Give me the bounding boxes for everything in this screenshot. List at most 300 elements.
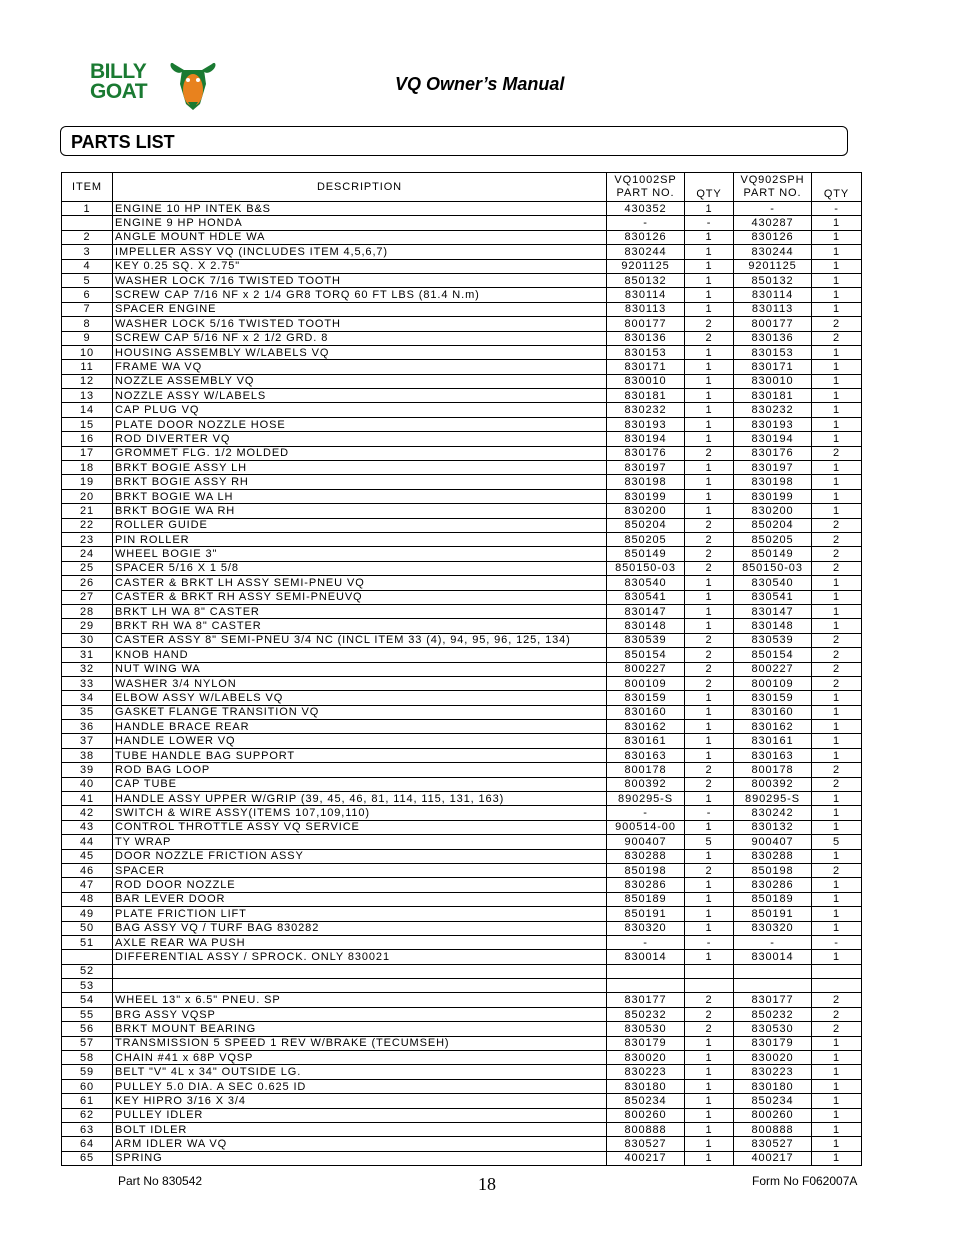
cell-model-b-qty: 1 bbox=[812, 576, 862, 590]
cell-item: 30 bbox=[62, 633, 113, 647]
cell-model-a-qty: 1 bbox=[685, 1108, 734, 1122]
cell-model-a-part: 800227 bbox=[607, 662, 685, 676]
cell-model-a-qty: 1 bbox=[685, 748, 734, 762]
cell-model-b-qty: 1 bbox=[812, 849, 862, 863]
cell-model-a-qty: 1 bbox=[685, 259, 734, 273]
cell-model-a-qty: 1 bbox=[685, 619, 734, 633]
cell-model-b-part: 830223 bbox=[734, 1065, 812, 1079]
cell-description: BRKT BOGIE ASSY RH bbox=[113, 475, 607, 489]
cell-model-a-qty: 2 bbox=[685, 331, 734, 345]
cell-model-b-qty: 1 bbox=[812, 1108, 862, 1122]
table-row bbox=[62, 863, 862, 877]
table-row bbox=[62, 633, 862, 647]
cell-model-b-part: 830163 bbox=[734, 748, 812, 762]
cell-model-b-qty: 1 bbox=[812, 403, 862, 417]
cell-model-b-qty: 1 bbox=[812, 504, 862, 518]
cell-model-a-qty: 1 bbox=[685, 432, 734, 446]
cell-item: 46 bbox=[62, 863, 113, 877]
cell-model-a-part: 830171 bbox=[607, 360, 685, 374]
cell-model-a-part: 830161 bbox=[607, 734, 685, 748]
cell-model-b-qty: 2 bbox=[812, 1022, 862, 1036]
cell-model-a-part bbox=[607, 979, 685, 993]
cell-model-b-qty: 1 bbox=[812, 374, 862, 388]
cell-description: AXLE REAR WA PUSH bbox=[113, 935, 607, 949]
cell-model-a-qty: 1 bbox=[685, 878, 734, 892]
cell-model-a-qty: 5 bbox=[685, 835, 734, 849]
goat-head-icon bbox=[168, 58, 218, 112]
cell-model-a-part: 830197 bbox=[607, 461, 685, 475]
table-row bbox=[62, 1137, 862, 1151]
cell-model-a-part: 830530 bbox=[607, 1022, 685, 1036]
cell-model-b-qty: 1 bbox=[812, 892, 862, 906]
cell-model-b-part: 850204 bbox=[734, 518, 812, 532]
table-row bbox=[62, 1036, 862, 1050]
cell-model-a-qty: 2 bbox=[685, 317, 734, 331]
cell-model-b-part: 830242 bbox=[734, 806, 812, 820]
table-row bbox=[62, 216, 862, 230]
cell-item: 54 bbox=[62, 993, 113, 1007]
cell-model-b-qty: 1 bbox=[812, 302, 862, 316]
cell-model-b-part: 850132 bbox=[734, 273, 812, 287]
cell-model-a-qty bbox=[685, 979, 734, 993]
cell-item: 64 bbox=[62, 1137, 113, 1151]
cell-model-b-part: 830200 bbox=[734, 504, 812, 518]
cell-model-a-qty: 1 bbox=[685, 691, 734, 705]
cell-item: 38 bbox=[62, 748, 113, 762]
cell-model-a-part: 850198 bbox=[607, 863, 685, 877]
cell-model-a-part: 9201125 bbox=[607, 259, 685, 273]
cell-model-a-part: 400217 bbox=[607, 1151, 685, 1165]
cell-item: 57 bbox=[62, 1036, 113, 1050]
cell-model-a-qty: 2 bbox=[685, 446, 734, 460]
table-row bbox=[62, 1151, 862, 1165]
cell-model-a-part: 830163 bbox=[607, 748, 685, 762]
cell-description: BRKT RH WA 8" CASTER bbox=[113, 619, 607, 633]
cell-model-b-part: 830161 bbox=[734, 734, 812, 748]
cell-model-a-qty: 1 bbox=[685, 1094, 734, 1108]
cell-model-b-part: 850189 bbox=[734, 892, 812, 906]
cell-item: 12 bbox=[62, 374, 113, 388]
cell-item: 47 bbox=[62, 878, 113, 892]
cell-model-a-part bbox=[607, 964, 685, 978]
table-row bbox=[62, 317, 862, 331]
table-row bbox=[62, 763, 862, 777]
cell-description: TRANSMISSION 5 SPEED 1 REV W/BRAKE (TECUMSEH) bbox=[113, 1036, 607, 1050]
cell-model-a-qty: 1 bbox=[685, 489, 734, 503]
cell-item: 23 bbox=[62, 532, 113, 546]
cell-model-b-qty: 1 bbox=[812, 245, 862, 259]
cell-description: WHEEL 13" x 6.5" PNEU. SP bbox=[113, 993, 607, 1007]
cell-model-b-qty: 1 bbox=[812, 273, 862, 287]
cell-item: 11 bbox=[62, 360, 113, 374]
cell-item: 17 bbox=[62, 446, 113, 460]
table-row bbox=[62, 662, 862, 676]
cell-model-a-part: 830147 bbox=[607, 604, 685, 618]
cell-model-a-part: 850204 bbox=[607, 518, 685, 532]
cell-item: 55 bbox=[62, 1007, 113, 1021]
cell-model-b-qty: 1 bbox=[812, 720, 862, 734]
cell-model-b-qty: 1 bbox=[812, 475, 862, 489]
cell-item: 22 bbox=[62, 518, 113, 532]
cell-description: HANDLE ASSY UPPER W/GRIP (39, 45, 46, 81, 114, 115, 131, 163) bbox=[113, 792, 607, 806]
cell-model-b-part: 800888 bbox=[734, 1123, 812, 1137]
table-row bbox=[62, 532, 862, 546]
table-row bbox=[62, 691, 862, 705]
cell-description: ROD DOOR NOZZLE bbox=[113, 878, 607, 892]
cell-model-b-part: 800227 bbox=[734, 662, 812, 676]
table-row bbox=[62, 993, 862, 1007]
cell-description: KNOB HAND bbox=[113, 648, 607, 662]
cell-description: KEY 0.25 SQ. X 2.75" bbox=[113, 259, 607, 273]
table-row bbox=[62, 273, 862, 287]
cell-model-b-qty: 2 bbox=[812, 777, 862, 791]
table-row bbox=[62, 835, 862, 849]
table-row bbox=[62, 403, 862, 417]
cell-model-a-part: 830223 bbox=[607, 1065, 685, 1079]
cell-description: WHEEL BOGIE 3" bbox=[113, 547, 607, 561]
cell-description: CAP TUBE bbox=[113, 777, 607, 791]
cell-model-a-part: 830232 bbox=[607, 403, 685, 417]
cell-model-a-part: 830540 bbox=[607, 576, 685, 590]
cell-model-b-part: 830147 bbox=[734, 604, 812, 618]
cell-model-b-qty: 2 bbox=[812, 1007, 862, 1021]
table-row bbox=[62, 475, 862, 489]
cell-item: 7 bbox=[62, 302, 113, 316]
cell-item: 20 bbox=[62, 489, 113, 503]
cell-description: CASTER & BRKT LH ASSY SEMI-PNEU VQ bbox=[113, 576, 607, 590]
cell-description: BRKT BOGIE ASSY LH bbox=[113, 461, 607, 475]
cell-model-b-part: 830177 bbox=[734, 993, 812, 1007]
cell-model-b-part: 830159 bbox=[734, 691, 812, 705]
cell-model-b-qty: 1 bbox=[812, 259, 862, 273]
cell-model-a-qty: 2 bbox=[685, 676, 734, 690]
table-row bbox=[62, 720, 862, 734]
cell-model-a-part: 830160 bbox=[607, 705, 685, 719]
cell-model-b-part: 850234 bbox=[734, 1094, 812, 1108]
cell-model-a-part: 830020 bbox=[607, 1051, 685, 1065]
cell-item: 61 bbox=[62, 1094, 113, 1108]
cell-description: BRKT BOGIE WA RH bbox=[113, 504, 607, 518]
cell-model-b-qty: 1 bbox=[812, 820, 862, 834]
table-row bbox=[62, 907, 862, 921]
table-row bbox=[62, 489, 862, 503]
cell-model-b-qty: 2 bbox=[812, 518, 862, 532]
cell-description: BELT "V" 4L x 34" OUTSIDE LG. bbox=[113, 1065, 607, 1079]
cell-item: 39 bbox=[62, 763, 113, 777]
footer-part-no: Part No 830542 bbox=[118, 1174, 203, 1188]
cell-model-a-qty: 2 bbox=[685, 662, 734, 676]
cell-model-b-qty: 2 bbox=[812, 532, 862, 546]
cell-model-b-part: 850191 bbox=[734, 907, 812, 921]
cell-item bbox=[62, 950, 113, 964]
cell-item: 9 bbox=[62, 331, 113, 345]
cell-model-b-qty: 2 bbox=[812, 561, 862, 575]
section-header bbox=[60, 126, 848, 156]
cell-model-b-part: 830232 bbox=[734, 403, 812, 417]
cell-model-b-qty: 1 bbox=[812, 734, 862, 748]
cell-description: BRG ASSY VQSP bbox=[113, 1007, 607, 1021]
cell-description: ENGINE 9 HP HONDA bbox=[113, 216, 607, 230]
cell-model-b-part: 850149 bbox=[734, 547, 812, 561]
cell-model-a-qty: 1 bbox=[685, 230, 734, 244]
cell-model-a-qty: 1 bbox=[685, 734, 734, 748]
cell-item: 58 bbox=[62, 1051, 113, 1065]
table-row bbox=[62, 1094, 862, 1108]
cell-model-b-part: 830530 bbox=[734, 1022, 812, 1036]
cell-model-b-qty: 1 bbox=[812, 705, 862, 719]
cell-model-a-part: 830180 bbox=[607, 1079, 685, 1093]
cell-model-a-qty: 1 bbox=[685, 417, 734, 431]
cell-model-b-part: 850154 bbox=[734, 648, 812, 662]
cell-model-a-qty: 2 bbox=[685, 561, 734, 575]
cell-model-b-part: 800260 bbox=[734, 1108, 812, 1122]
cell-model-a-part: 830286 bbox=[607, 878, 685, 892]
cell-description: PLATE FRICTION LIFT bbox=[113, 907, 607, 921]
cell-model-a-qty: 1 bbox=[685, 461, 734, 475]
table-row bbox=[62, 202, 862, 216]
cell-model-b-part: 830539 bbox=[734, 633, 812, 647]
cell-model-a-part: 830199 bbox=[607, 489, 685, 503]
table-row bbox=[62, 921, 862, 935]
cell-model-a-part: 830193 bbox=[607, 417, 685, 431]
cell-model-a-qty: 1 bbox=[685, 590, 734, 604]
cell-description: PULLEY 5.0 DIA. A SEC 0.625 ID bbox=[113, 1079, 607, 1093]
cell-model-b-qty: 1 bbox=[812, 1151, 862, 1165]
cell-item: 34 bbox=[62, 691, 113, 705]
cell-item: 4 bbox=[62, 259, 113, 273]
cell-model-a-part: - bbox=[607, 216, 685, 230]
cell-description: CAP PLUG VQ bbox=[113, 403, 607, 417]
header-model-b-part bbox=[734, 173, 812, 202]
cell-description: ELBOW ASSY W/LABELS VQ bbox=[113, 691, 607, 705]
table-row bbox=[62, 792, 862, 806]
cell-model-b-part: 830180 bbox=[734, 1079, 812, 1093]
cell-model-b-part: 830176 bbox=[734, 446, 812, 460]
cell-description: KEY HIPRO 3/16 X 3/4 bbox=[113, 1094, 607, 1108]
cell-model-b-qty: 1 bbox=[812, 792, 862, 806]
cell-model-a-part: 830162 bbox=[607, 720, 685, 734]
cell-item: 6 bbox=[62, 288, 113, 302]
table-row bbox=[62, 360, 862, 374]
table-row bbox=[62, 1079, 862, 1093]
cell-item: 43 bbox=[62, 820, 113, 834]
cell-model-b-part: 830244 bbox=[734, 245, 812, 259]
cell-model-a-part: 830541 bbox=[607, 590, 685, 604]
cell-model-a-part: 850234 bbox=[607, 1094, 685, 1108]
cell-model-b-qty: 2 bbox=[812, 662, 862, 676]
cell-item: 36 bbox=[62, 720, 113, 734]
cell-model-b-qty: 1 bbox=[812, 1079, 862, 1093]
cell-model-b-qty: 2 bbox=[812, 676, 862, 690]
cell-model-b-part: 850205 bbox=[734, 532, 812, 546]
table-row bbox=[62, 576, 862, 590]
cell-model-a-qty: 1 bbox=[685, 1051, 734, 1065]
cell-description: ROLLER GUIDE bbox=[113, 518, 607, 532]
cell-model-b-part: 830114 bbox=[734, 288, 812, 302]
cell-item bbox=[62, 216, 113, 230]
cell-model-b-qty: 2 bbox=[812, 993, 862, 1007]
cell-description: SPRING bbox=[113, 1151, 607, 1165]
cell-description: ANGLE MOUNT HDLE WA bbox=[113, 230, 607, 244]
cell-model-a-part: 830136 bbox=[607, 331, 685, 345]
table-row bbox=[62, 302, 862, 316]
cell-model-a-part: - bbox=[607, 806, 685, 820]
cell-item: 5 bbox=[62, 273, 113, 287]
cell-description: GASKET FLANGE TRANSITION VQ bbox=[113, 705, 607, 719]
cell-model-a-part: 800260 bbox=[607, 1108, 685, 1122]
cell-model-a-part: 800392 bbox=[607, 777, 685, 791]
cell-model-b-part: 830194 bbox=[734, 432, 812, 446]
cell-model-a-part: 850154 bbox=[607, 648, 685, 662]
logo-text-line2: GOAT bbox=[90, 80, 148, 103]
table-row bbox=[62, 849, 862, 863]
cell-model-b-part: 890295-S bbox=[734, 792, 812, 806]
cell-model-a-qty: - bbox=[685, 216, 734, 230]
cell-model-b-part: 830527 bbox=[734, 1137, 812, 1151]
cell-model-a-qty: 2 bbox=[685, 863, 734, 877]
table-row bbox=[62, 705, 862, 719]
cell-item: 42 bbox=[62, 806, 113, 820]
cell-model-b-qty: 5 bbox=[812, 835, 862, 849]
table-row bbox=[62, 734, 862, 748]
cell-description: DIFFERENTIAL ASSY / SPROCK. ONLY 830021 bbox=[113, 950, 607, 964]
table-row bbox=[62, 417, 862, 431]
table-row bbox=[62, 518, 862, 532]
cell-model-a-part: 830113 bbox=[607, 302, 685, 316]
cell-description: BAR LEVER DOOR bbox=[113, 892, 607, 906]
table-row bbox=[62, 230, 862, 244]
cell-model-b-part: - bbox=[734, 935, 812, 949]
cell-item: 51 bbox=[62, 935, 113, 949]
cell-model-b-part: 830113 bbox=[734, 302, 812, 316]
cell-model-a-qty: 1 bbox=[685, 403, 734, 417]
cell-item: 16 bbox=[62, 432, 113, 446]
table-row bbox=[62, 1051, 862, 1065]
table-row bbox=[62, 1007, 862, 1021]
table-row bbox=[62, 446, 862, 460]
cell-description: BAG ASSY VQ / TURF BAG 830282 bbox=[113, 921, 607, 935]
cell-model-a-part: 830114 bbox=[607, 288, 685, 302]
table-row bbox=[62, 345, 862, 359]
cell-model-a-part: 850132 bbox=[607, 273, 685, 287]
table-row bbox=[62, 590, 862, 604]
cell-model-a-part: 830148 bbox=[607, 619, 685, 633]
cell-item: 14 bbox=[62, 403, 113, 417]
header-model-b: VQ902SPH bbox=[740, 174, 805, 186]
cell-model-a-qty: 1 bbox=[685, 820, 734, 834]
header-model-a-partno: PART NO. bbox=[616, 187, 675, 199]
table-row bbox=[62, 964, 862, 978]
cell-item: 35 bbox=[62, 705, 113, 719]
table-row bbox=[62, 389, 862, 403]
cell-model-b-part: 850198 bbox=[734, 863, 812, 877]
cell-model-b-qty: 1 bbox=[812, 230, 862, 244]
table-row bbox=[62, 1123, 862, 1137]
cell-model-b-part: 830010 bbox=[734, 374, 812, 388]
table-row bbox=[62, 1108, 862, 1122]
cell-description bbox=[113, 964, 607, 978]
cell-model-a-part: 830527 bbox=[607, 1137, 685, 1151]
cell-model-b-part: 900407 bbox=[734, 835, 812, 849]
table-row bbox=[62, 676, 862, 690]
cell-model-a-qty: 2 bbox=[685, 1007, 734, 1021]
cell-model-a-part: 800177 bbox=[607, 317, 685, 331]
cell-model-a-qty: 1 bbox=[685, 374, 734, 388]
cell-description: NOZZLE ASSEMBLY VQ bbox=[113, 374, 607, 388]
table-row bbox=[62, 288, 862, 302]
table-row bbox=[62, 561, 862, 575]
cell-item: 21 bbox=[62, 504, 113, 518]
cell-model-a-qty: 1 bbox=[685, 950, 734, 964]
cell-item: 10 bbox=[62, 345, 113, 359]
table-row bbox=[62, 806, 862, 820]
cell-description: TY WRAP bbox=[113, 835, 607, 849]
cell-model-b-qty: 2 bbox=[812, 648, 862, 662]
cell-model-b-part: 800392 bbox=[734, 777, 812, 791]
cell-model-a-qty: 1 bbox=[685, 604, 734, 618]
cell-description: ARM IDLER WA VQ bbox=[113, 1137, 607, 1151]
cell-model-b-part: 830162 bbox=[734, 720, 812, 734]
cell-item: 48 bbox=[62, 892, 113, 906]
table-row bbox=[62, 1022, 862, 1036]
cell-model-b-part: 830286 bbox=[734, 878, 812, 892]
cell-model-a-part: 900514-00 bbox=[607, 820, 685, 834]
cell-model-b-part bbox=[734, 979, 812, 993]
table-row bbox=[62, 748, 862, 762]
cell-model-a-qty: 1 bbox=[685, 1079, 734, 1093]
cell-model-b-part: 830020 bbox=[734, 1051, 812, 1065]
cell-description: SPACER bbox=[113, 863, 607, 877]
cell-model-a-part: 830176 bbox=[607, 446, 685, 460]
cell-model-a-qty: 2 bbox=[685, 547, 734, 561]
cell-model-b-qty: 1 bbox=[812, 1051, 862, 1065]
cell-description: ENGINE 10 HP INTEK B&S bbox=[113, 202, 607, 216]
cell-model-a-qty: 2 bbox=[685, 648, 734, 662]
cell-model-b-qty: 2 bbox=[812, 331, 862, 345]
cell-item: 8 bbox=[62, 317, 113, 331]
billy-goat-logo bbox=[90, 58, 220, 114]
cell-model-b-qty: 1 bbox=[812, 345, 862, 359]
cell-model-a-qty: - bbox=[685, 806, 734, 820]
cell-model-b-part: 800177 bbox=[734, 317, 812, 331]
table-row bbox=[62, 604, 862, 618]
cell-model-b-qty: 1 bbox=[812, 417, 862, 431]
cell-model-a-qty: 1 bbox=[685, 360, 734, 374]
cell-model-b-qty: 1 bbox=[812, 878, 862, 892]
cell-description: HOUSING ASSEMBLY W/LABELS VQ bbox=[113, 345, 607, 359]
cell-model-a-part: 800109 bbox=[607, 676, 685, 690]
cell-item: 28 bbox=[62, 604, 113, 618]
cell-description: HANDLE BRACE REAR bbox=[113, 720, 607, 734]
cell-description: GROMMET FLG. 1/2 MOLDED bbox=[113, 446, 607, 460]
cell-model-a-qty: 1 bbox=[685, 475, 734, 489]
table-header-row bbox=[62, 173, 862, 202]
table-row bbox=[62, 777, 862, 791]
cell-model-a-part: 830159 bbox=[607, 691, 685, 705]
cell-model-a-qty: 1 bbox=[685, 705, 734, 719]
cell-item: 19 bbox=[62, 475, 113, 489]
cell-item: 56 bbox=[62, 1022, 113, 1036]
cell-description: CASTER ASSY 8" SEMI-PNEU 3/4 NC (INCL ITEM 33 (4), 94, 95, 96, 125, 134) bbox=[113, 633, 607, 647]
cell-model-b-qty: 1 bbox=[812, 619, 862, 633]
cell-model-a-part: 850205 bbox=[607, 532, 685, 546]
cell-model-b-qty: 1 bbox=[812, 806, 862, 820]
table-row bbox=[62, 820, 862, 834]
cell-model-a-part: 830200 bbox=[607, 504, 685, 518]
page-number: 18 bbox=[478, 1174, 496, 1194]
cell-description: PLATE DOOR NOZZLE HOSE bbox=[113, 417, 607, 431]
cell-model-a-qty: 1 bbox=[685, 345, 734, 359]
